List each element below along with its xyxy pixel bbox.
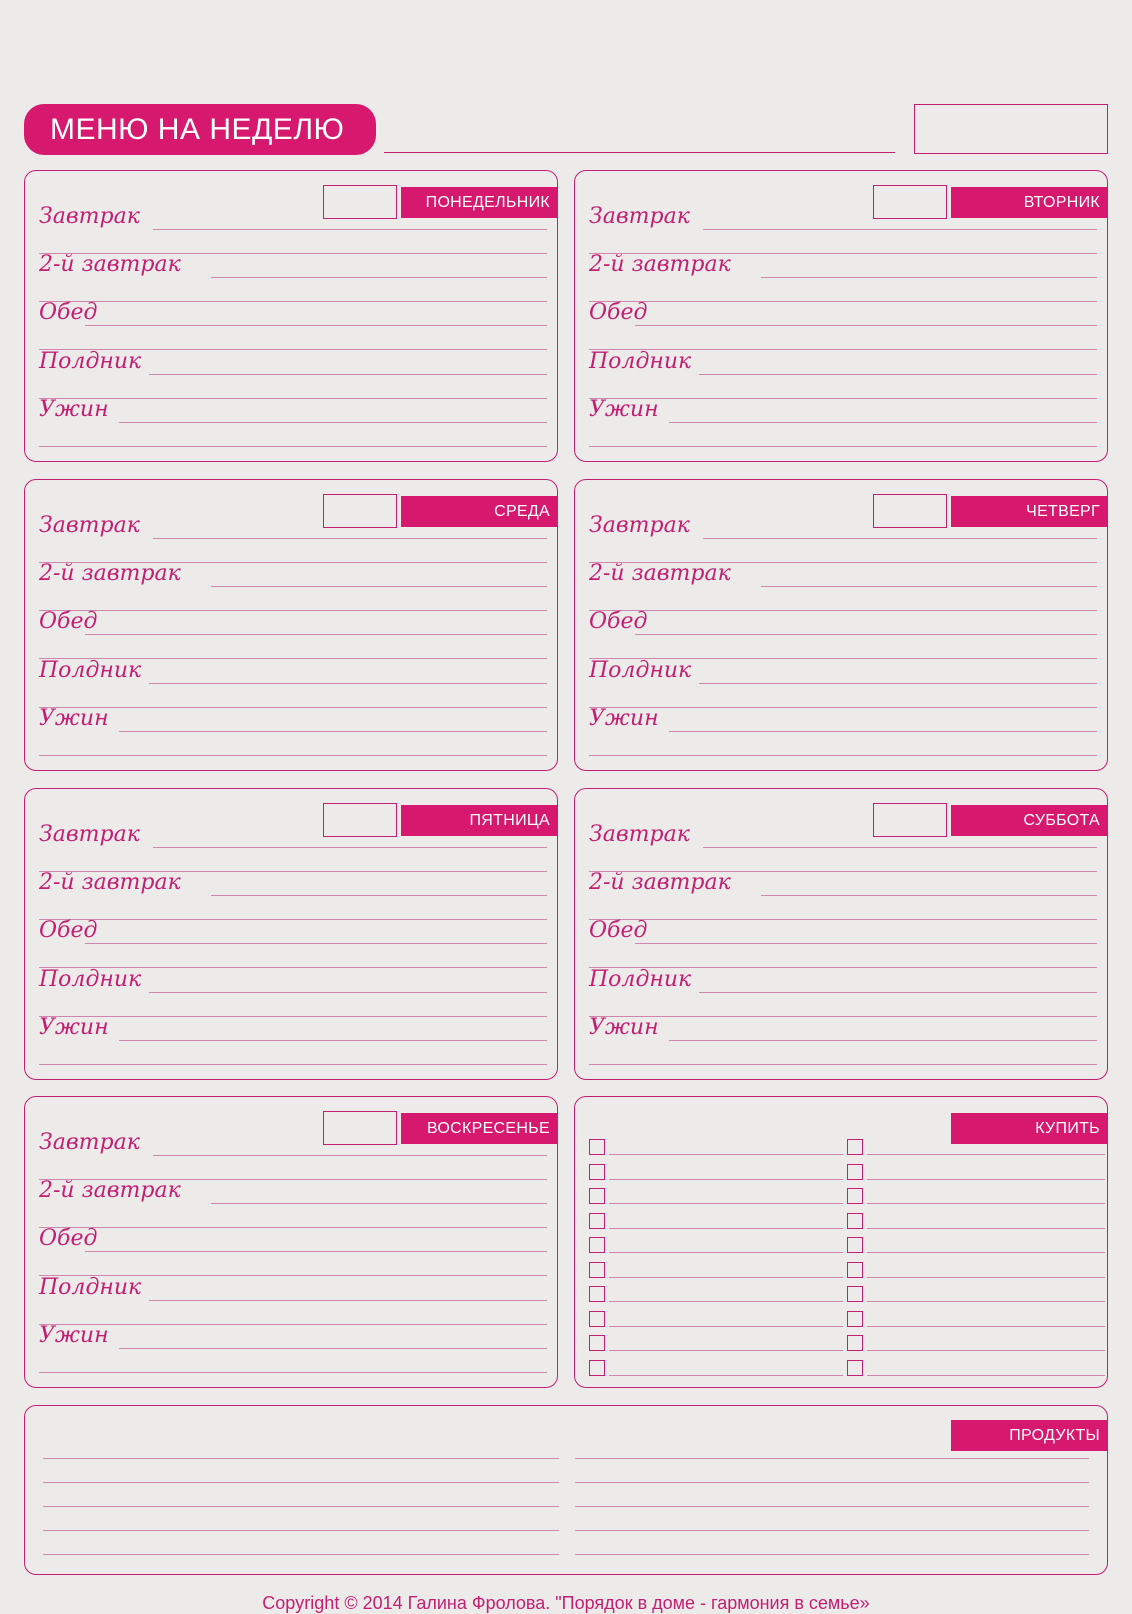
day-label: ВТОРНИК — [951, 187, 1108, 218]
meal-entry-line[interactable] — [153, 538, 547, 539]
meal-label: 2-й завтрак — [589, 561, 731, 586]
meal-label: Полдник — [39, 658, 142, 683]
meal-extra-line[interactable] — [589, 1064, 1097, 1065]
checkbox[interactable] — [847, 1335, 863, 1351]
meal-extra-line[interactable] — [39, 755, 547, 756]
day-card — [574, 788, 1108, 1080]
checkbox[interactable] — [589, 1139, 605, 1155]
day-card — [574, 170, 1108, 462]
shopping-item-line[interactable] — [609, 1326, 843, 1327]
day-date-box[interactable] — [323, 185, 397, 219]
meal-label: Ужин — [39, 706, 109, 731]
meal-extra-line[interactable] — [39, 301, 547, 302]
day-label: ЧЕТВЕРГ — [951, 496, 1108, 527]
shopping-item-line[interactable] — [609, 1252, 843, 1253]
meal-entry-line[interactable] — [149, 374, 547, 375]
meal-label: 2-й завтрак — [589, 252, 731, 277]
meal-entry-line[interactable] — [211, 586, 547, 587]
checkbox[interactable] — [589, 1237, 605, 1253]
product-line[interactable] — [43, 1458, 559, 1459]
meal-label: Полдник — [589, 349, 692, 374]
meal-label: Ужин — [39, 397, 109, 422]
meal-label: Завтрак — [39, 204, 140, 229]
day-date-box[interactable] — [873, 803, 947, 837]
shopping-card — [574, 1096, 1108, 1388]
checkbox[interactable] — [589, 1360, 605, 1376]
meal-entry-line[interactable] — [635, 943, 1097, 944]
products-card — [24, 1405, 1108, 1575]
day-card — [24, 170, 558, 462]
shopping-item-line[interactable] — [609, 1350, 843, 1351]
meal-label: Завтрак — [39, 822, 140, 847]
meal-entry-line[interactable] — [119, 1040, 547, 1041]
meal-entry-line[interactable] — [669, 731, 1097, 732]
products-label: ПРОДУКТЫ — [951, 1420, 1108, 1451]
meal-label: Обед — [39, 609, 98, 634]
meal-extra-line[interactable] — [589, 919, 1097, 920]
shopping-item-line[interactable] — [867, 1252, 1105, 1253]
checkbox[interactable] — [589, 1164, 605, 1180]
product-line[interactable] — [43, 1482, 559, 1483]
meal-label: Завтрак — [589, 822, 690, 847]
product-line[interactable] — [575, 1482, 1089, 1483]
meal-entry-line[interactable] — [703, 538, 1097, 539]
meal-entry-line[interactable] — [85, 325, 547, 326]
meal-extra-line[interactable] — [589, 707, 1097, 708]
day-date-box[interactable] — [323, 494, 397, 528]
shopping-item-line[interactable] — [867, 1350, 1105, 1351]
day-card — [574, 479, 1108, 771]
meal-label: Полдник — [39, 967, 142, 992]
checkbox[interactable] — [589, 1262, 605, 1278]
shopping-item-line[interactable] — [867, 1203, 1105, 1204]
meal-entry-line[interactable] — [85, 1251, 547, 1252]
meal-entry-line[interactable] — [761, 277, 1097, 278]
meal-label: Полдник — [39, 1275, 142, 1300]
checkbox[interactable] — [847, 1360, 863, 1376]
meal-entry-line[interactable] — [635, 634, 1097, 635]
meal-entry-line[interactable] — [699, 683, 1097, 684]
meal-extra-line[interactable] — [39, 919, 547, 920]
shopping-item-line[interactable] — [867, 1154, 1105, 1155]
meal-entry-line[interactable] — [153, 1155, 547, 1156]
meal-extra-line[interactable] — [39, 1227, 547, 1228]
day-date-box[interactable] — [873, 185, 947, 219]
meal-label: 2-й завтрак — [589, 870, 731, 895]
checkbox[interactable] — [589, 1311, 605, 1327]
meal-entry-line[interactable] — [699, 374, 1097, 375]
meal-label: 2-й завтрак — [39, 252, 181, 277]
checkbox[interactable] — [589, 1286, 605, 1302]
checkbox[interactable] — [847, 1311, 863, 1327]
meal-entry-line[interactable] — [149, 992, 547, 993]
meal-extra-line[interactable] — [39, 446, 547, 447]
meal-extra-line[interactable] — [39, 1324, 547, 1325]
meal-entry-line[interactable] — [149, 1300, 547, 1301]
meal-label: Обед — [589, 609, 648, 634]
product-line[interactable] — [43, 1506, 559, 1507]
product-line[interactable] — [575, 1530, 1089, 1531]
checkbox[interactable] — [589, 1188, 605, 1204]
shopping-item-line[interactable] — [867, 1375, 1105, 1376]
checkbox[interactable] — [847, 1262, 863, 1278]
shopping-item-line[interactable] — [609, 1179, 843, 1180]
meal-extra-line[interactable] — [589, 301, 1097, 302]
meal-label: Полдник — [589, 658, 692, 683]
meal-label: Завтрак — [589, 513, 690, 538]
day-date-box[interactable] — [873, 494, 947, 528]
shopping-label: КУПИТЬ — [951, 1113, 1108, 1144]
meal-label: Завтрак — [39, 513, 140, 538]
product-line[interactable] — [43, 1554, 559, 1555]
checkbox[interactable] — [589, 1213, 605, 1229]
shopping-item-line[interactable] — [867, 1301, 1105, 1302]
meal-label: Обед — [39, 1226, 98, 1251]
shopping-item-line[interactable] — [609, 1228, 843, 1229]
checkbox[interactable] — [847, 1164, 863, 1180]
meal-entry-line[interactable] — [211, 277, 547, 278]
checkbox[interactable] — [847, 1213, 863, 1229]
meal-label: 2-й завтрак — [39, 561, 181, 586]
meal-extra-line[interactable] — [589, 610, 1097, 611]
meal-extra-line[interactable] — [39, 610, 547, 611]
product-line[interactable] — [575, 1458, 1089, 1459]
day-card — [24, 479, 558, 771]
day-card — [24, 788, 558, 1080]
meal-entry-line[interactable] — [153, 847, 547, 848]
meal-extra-line[interactable] — [39, 398, 547, 399]
meal-label: 2-й завтрак — [39, 870, 181, 895]
day-date-box[interactable] — [323, 803, 397, 837]
product-line[interactable] — [575, 1506, 1089, 1507]
shopping-item-line[interactable] — [609, 1154, 843, 1155]
meal-label: Ужин — [589, 1015, 659, 1040]
meal-label: Ужин — [589, 397, 659, 422]
checkbox[interactable] — [847, 1286, 863, 1302]
meal-entry-line[interactable] — [761, 586, 1097, 587]
shopping-item-line[interactable] — [609, 1375, 843, 1376]
meal-label: Обед — [39, 918, 98, 943]
meal-extra-line[interactable] — [589, 398, 1097, 399]
copyright-text: Copyright © 2014 Галина Фролова. "Порядок в доме - гармония в семье» — [262, 1593, 870, 1613]
meal-entry-line[interactable] — [149, 683, 547, 684]
meal-entry-line[interactable] — [761, 895, 1097, 896]
day-label: ПОНЕДЕЛЬНИК — [401, 187, 558, 218]
meal-extra-line[interactable] — [39, 707, 547, 708]
checkbox[interactable] — [847, 1139, 863, 1155]
day-label: СРЕДА — [401, 496, 558, 527]
shopping-item-line[interactable] — [867, 1179, 1105, 1180]
meal-entry-line[interactable] — [119, 1348, 547, 1349]
day-label: ПЯТНИЦА — [401, 805, 558, 836]
checkbox[interactable] — [847, 1237, 863, 1253]
meal-label: Завтрак — [39, 1130, 140, 1155]
meal-entry-line[interactable] — [153, 229, 547, 230]
meal-entry-line[interactable] — [669, 422, 1097, 423]
meal-label: Полдник — [589, 967, 692, 992]
meal-label: Ужин — [39, 1323, 109, 1348]
meal-extra-line[interactable] — [589, 446, 1097, 447]
week-name-field[interactable] — [384, 152, 895, 153]
date-box[interactable] — [914, 104, 1108, 154]
day-card — [24, 1096, 558, 1388]
product-line[interactable] — [575, 1554, 1089, 1555]
shopping-item-line[interactable] — [609, 1301, 843, 1302]
meal-extra-line[interactable] — [589, 1016, 1097, 1017]
meal-extra-line[interactable] — [39, 1016, 547, 1017]
shopping-item-line[interactable] — [867, 1326, 1105, 1327]
meal-entry-line[interactable] — [703, 229, 1097, 230]
meal-entry-line[interactable] — [119, 422, 547, 423]
meal-entry-line[interactable] — [85, 943, 547, 944]
meal-label: Обед — [589, 300, 648, 325]
day-label: СУББОТА — [951, 805, 1108, 836]
meal-entry-line[interactable] — [699, 992, 1097, 993]
meal-entry-line[interactable] — [635, 325, 1097, 326]
meal-label: Обед — [39, 300, 98, 325]
shopping-item-line[interactable] — [609, 1203, 843, 1204]
day-date-box[interactable] — [323, 1111, 397, 1145]
meal-entry-line[interactable] — [211, 1203, 547, 1204]
meal-entry-line[interactable] — [119, 731, 547, 732]
meal-entry-line[interactable] — [669, 1040, 1097, 1041]
meal-label: Ужин — [589, 706, 659, 731]
checkbox[interactable] — [589, 1335, 605, 1351]
meal-label: Ужин — [39, 1015, 109, 1040]
shopping-item-line[interactable] — [609, 1277, 843, 1278]
meal-label: Завтрак — [589, 204, 690, 229]
meal-extra-line[interactable] — [39, 1372, 547, 1373]
shopping-item-line[interactable] — [867, 1228, 1105, 1229]
meal-entry-line[interactable] — [85, 634, 547, 635]
meal-entry-line[interactable] — [703, 847, 1097, 848]
meal-entry-line[interactable] — [211, 895, 547, 896]
meal-label: 2-й завтрак — [39, 1178, 181, 1203]
product-line[interactable] — [43, 1530, 559, 1531]
meal-label: Полдник — [39, 349, 142, 374]
shopping-item-line[interactable] — [867, 1277, 1105, 1278]
checkbox[interactable] — [847, 1188, 863, 1204]
meal-label: Обед — [589, 918, 648, 943]
meal-extra-line[interactable] — [589, 755, 1097, 756]
page-title: МЕНЮ НА НЕДЕЛЮ — [24, 104, 376, 155]
meal-extra-line[interactable] — [39, 1064, 547, 1065]
day-label: ВОСКРЕСЕНЬЕ — [401, 1113, 558, 1144]
